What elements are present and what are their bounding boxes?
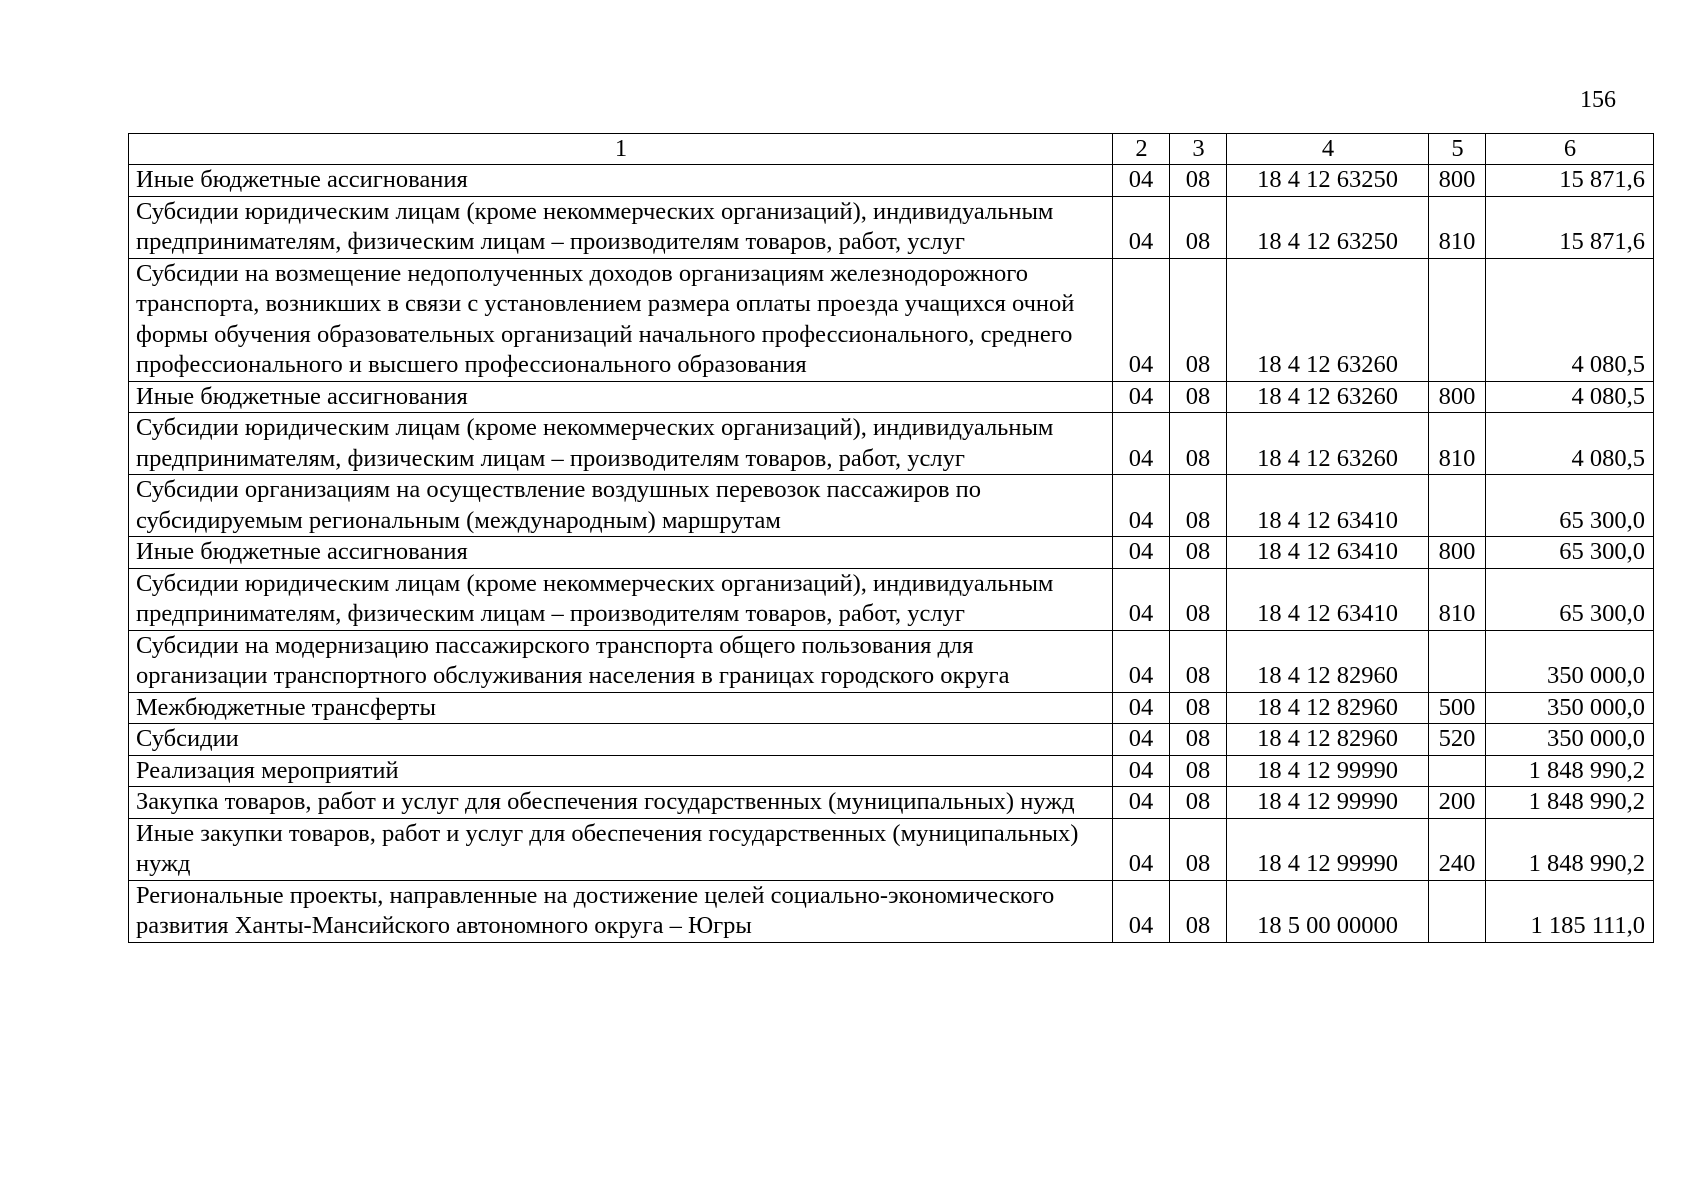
cell-target-code: 18 4 12 63410 [1227,537,1429,569]
cell-expense-type: 200 [1429,787,1486,819]
cell-target-code: 18 4 12 99990 [1227,787,1429,819]
cell-subsection: 08 [1170,818,1227,880]
cell-subsection: 08 [1170,755,1227,787]
cell-section: 04 [1113,818,1170,880]
cell-name: Субсидии юридическим лицам (кроме некоммерческих организаций), индивидуальным предпринимателям, физическим лицам – производителям товаров, работ, услуг [129,413,1113,475]
cell-name: Региональные проекты, направленные на достижение целей социально-экономического развития Ханты-Мансийского автономного округа – Югры [129,880,1113,942]
cell-expense-type: 500 [1429,692,1486,724]
table-row [129,381,1654,413]
cell-section: 04 [1113,880,1170,942]
table-row [129,413,1654,475]
cell-name: Субсидии юридическим лицам (кроме некоммерческих организаций), индивидуальным предпринимателям, физическим лицам – производителям товаров, работ, услуг [129,568,1113,630]
budget-table [128,133,1654,943]
cell-amount: 4 080,5 [1486,258,1654,381]
cell-section: 04 [1113,475,1170,537]
cell-name: Закупка товаров, работ и услуг для обеспечения государственных (муниципальных) нужд [129,787,1113,819]
cell-subsection: 08 [1170,787,1227,819]
cell-section: 04 [1113,413,1170,475]
table-row [129,630,1654,692]
cell-target-code: 18 4 12 82960 [1227,630,1429,692]
cell-name: Межбюджетные трансферты [129,692,1113,724]
cell-amount: 1 848 990,2 [1486,755,1654,787]
cell-subsection: 08 [1170,475,1227,537]
cell-expense-type: 800 [1429,381,1486,413]
cell-target-code: 18 4 12 82960 [1227,724,1429,756]
cell-expense-type [1429,880,1486,942]
table-row [129,537,1654,569]
cell-section: 04 [1113,258,1170,381]
table-row [129,724,1654,756]
cell-name: Иные бюджетные ассигнования [129,537,1113,569]
cell-amount: 65 300,0 [1486,568,1654,630]
cell-amount: 4 080,5 [1486,381,1654,413]
table-row [129,196,1654,258]
header-col-5: 5 [1429,134,1486,165]
cell-subsection: 08 [1170,537,1227,569]
cell-target-code: 18 4 12 82960 [1227,692,1429,724]
budget-table-body [129,134,1654,943]
cell-expense-type: 800 [1429,165,1486,197]
cell-subsection: 08 [1170,258,1227,381]
cell-target-code: 18 4 12 63250 [1227,196,1429,258]
cell-expense-type [1429,630,1486,692]
cell-target-code: 18 4 12 63250 [1227,165,1429,197]
cell-amount: 15 871,6 [1486,196,1654,258]
cell-name: Субсидии организациям на осуществление воздушных перевозок пассажиров по субсидируемым региональным (международным) маршрутам [129,475,1113,537]
table-row [129,755,1654,787]
header-col-6: 6 [1486,134,1654,165]
cell-subsection: 08 [1170,196,1227,258]
table-row [129,475,1654,537]
cell-name: Иные бюджетные ассигнования [129,165,1113,197]
cell-amount: 1 185 111,0 [1486,880,1654,942]
cell-subsection: 08 [1170,568,1227,630]
cell-subsection: 08 [1170,692,1227,724]
cell-section: 04 [1113,630,1170,692]
cell-section: 04 [1113,755,1170,787]
cell-name: Реализация мероприятий [129,755,1113,787]
cell-name: Иные бюджетные ассигнования [129,381,1113,413]
cell-name: Субсидии [129,724,1113,756]
cell-subsection: 08 [1170,381,1227,413]
cell-expense-type: 810 [1429,196,1486,258]
table-row [129,165,1654,197]
header-col-3: 3 [1170,134,1227,165]
cell-section: 04 [1113,165,1170,197]
table-row [129,258,1654,381]
cell-section: 04 [1113,787,1170,819]
cell-target-code: 18 4 12 63260 [1227,258,1429,381]
cell-section: 04 [1113,196,1170,258]
header-col-4: 4 [1227,134,1429,165]
cell-target-code: 18 4 12 63410 [1227,568,1429,630]
cell-name: Субсидии юридическим лицам (кроме некоммерческих организаций), индивидуальным предпринимателям, физическим лицам – производителям товаров, работ, услуг [129,196,1113,258]
cell-subsection: 08 [1170,413,1227,475]
cell-target-code: 18 4 12 63260 [1227,413,1429,475]
cell-section: 04 [1113,692,1170,724]
cell-amount: 65 300,0 [1486,537,1654,569]
cell-subsection: 08 [1170,630,1227,692]
cell-expense-type: 520 [1429,724,1486,756]
cell-amount: 350 000,0 [1486,724,1654,756]
cell-amount: 1 848 990,2 [1486,787,1654,819]
cell-expense-type: 810 [1429,413,1486,475]
cell-name: Иные закупки товаров, работ и услуг для обеспечения государственных (муниципальных) нужд [129,818,1113,880]
cell-amount: 4 080,5 [1486,413,1654,475]
cell-amount: 65 300,0 [1486,475,1654,537]
table-row [129,880,1654,942]
cell-expense-type [1429,258,1486,381]
cell-section: 04 [1113,537,1170,569]
page-number: 156 [1580,87,1616,113]
cell-expense-type: 800 [1429,537,1486,569]
cell-target-code: 18 4 12 63260 [1227,381,1429,413]
table-row [129,787,1654,819]
cell-amount: 1 848 990,2 [1486,818,1654,880]
cell-section: 04 [1113,724,1170,756]
cell-amount: 15 871,6 [1486,165,1654,197]
table-row [129,818,1654,880]
table-header-row [129,134,1654,165]
cell-target-code: 18 4 12 99990 [1227,755,1429,787]
header-col-2: 2 [1113,134,1170,165]
cell-target-code: 18 5 00 00000 [1227,880,1429,942]
cell-name: Субсидии на модернизацию пассажирского транспорта общего пользования для организации транспортного обслуживания населения в границах городского округа [129,630,1113,692]
cell-amount: 350 000,0 [1486,630,1654,692]
table-row [129,692,1654,724]
cell-subsection: 08 [1170,880,1227,942]
cell-target-code: 18 4 12 99990 [1227,818,1429,880]
cell-section: 04 [1113,381,1170,413]
cell-section: 04 [1113,568,1170,630]
header-col-1: 1 [129,134,1113,165]
cell-subsection: 08 [1170,724,1227,756]
cell-expense-type: 810 [1429,568,1486,630]
cell-subsection: 08 [1170,165,1227,197]
cell-expense-type [1429,755,1486,787]
cell-expense-type [1429,475,1486,537]
table-row [129,568,1654,630]
cell-target-code: 18 4 12 63410 [1227,475,1429,537]
cell-name: Субсидии на возмещение недополученных доходов организациям железнодорожного транспорта, возникших в связи с установлением размера оплаты проезда учащихся очной формы обучения образовательных организаций начального профессионального, среднего профессионального и высшего профессионального образования [129,258,1113,381]
cell-expense-type: 240 [1429,818,1486,880]
cell-amount: 350 000,0 [1486,692,1654,724]
